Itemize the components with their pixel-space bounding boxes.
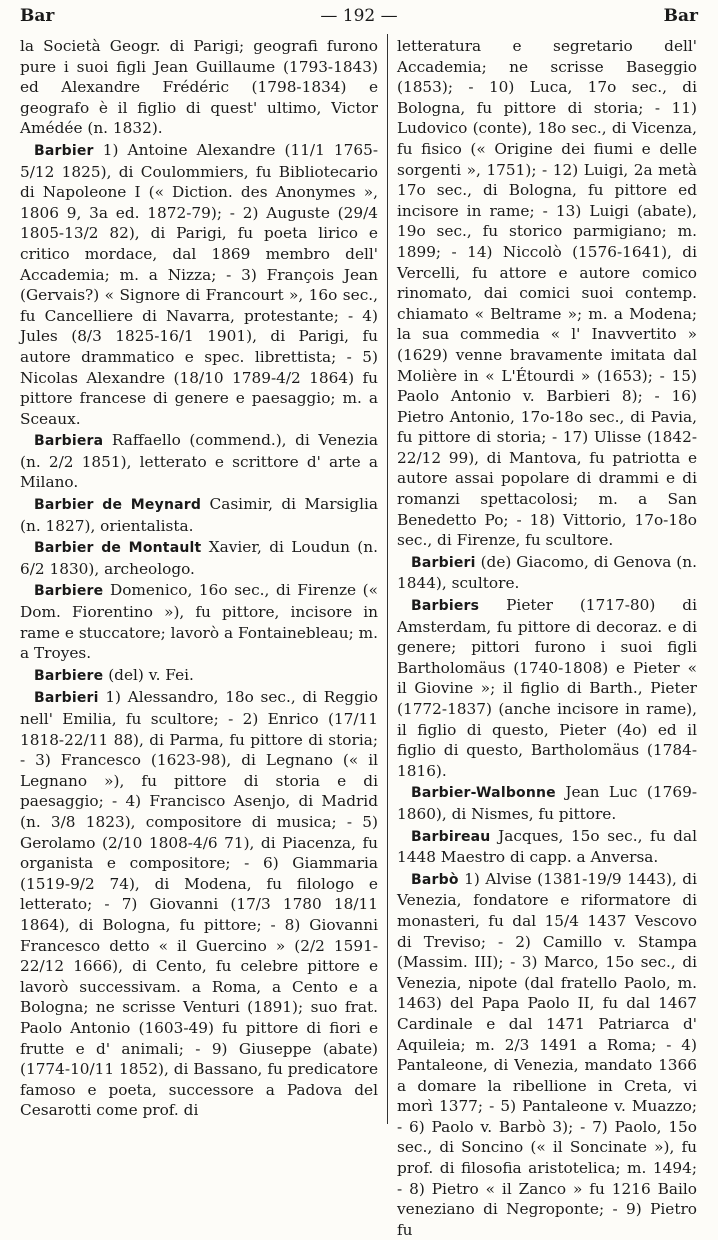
dictionary-entry: [20, 36, 378, 139]
running-header: [20, 4, 698, 28]
entry-headword: Barbieri: [34, 690, 99, 707]
entry-headword: Barbiere: [34, 667, 104, 684]
column-divider: [387, 34, 388, 1124]
dictionary-entry: [20, 494, 378, 536]
dictionary-entry: [20, 430, 378, 493]
entry-body: Raffaello (commend.), di Venezia (n. 2/2 1851), letterato e scrittore d' arte a Milano.: [20, 431, 378, 492]
entry-body: (de) Giacomo, di Genova (n. 1844), scultore.: [397, 552, 697, 593]
entry-body: (del) v. Fei.: [108, 665, 194, 684]
entry-headword: Barbieri: [411, 554, 476, 571]
dictionary-entry: [397, 595, 697, 781]
entry-body: Jean Luc (1769-1860), di Nismes, fu pittore.: [397, 783, 697, 823]
dictionary-entry: [397, 869, 697, 1240]
entry-body: Domenico, 16o sec., di Firenze (« Dom. Fiorentino »), fu pittore, incisore in rame e stuccatore; lavorò a Fontainebleau; m. a Troyes.: [20, 581, 378, 663]
header-right-word: Bar: [663, 6, 698, 26]
entry-headword: Barbier de Meynard: [34, 497, 202, 514]
dictionary-entry: [397, 36, 697, 551]
dictionary-entry: [397, 782, 697, 824]
entry-body: 1) Alessandro, 18o sec., di Reggio nell' Emilia, fu scultore; - 2) Enrico (17/11 1818-22/11 88), di Parma, fu pittore di storia; - 3) Francesco (1623-98), di Legnano (« il Legnano »), fu pittore di storia e di paesaggio; - 4) Francisco Asenjo, di Madrid (n. 3/8 1823), compositore di musica; - 5) Gerolamo (2/10 1808-4/6 71), di Piacenza, fu organista e compositore; - 6) Giammaria (1519-9/2 74), di Modena, fu filologo e letterato; - 7) Giovanni (17/3 1780 18/11 1864), di Bologna, fu pittore; - 8) Giovanni Francesco detto « il Guercino » (2/2 1591-22/12 1666), di Cento, fu celebre pittore e lavorò successivam. a Roma, a Cento e a Bologna; ne scrisse Venturi (1891); suo frat. Paolo Antonio (1603-49) fu pittore di fiori e frutte e d' animali; - 9) Giuseppe (abate) (1774-10/11 1852), di Bassano, fu predicatore famoso e poeta, successore a Padova del Cesarotti come prof. di: [20, 688, 378, 1120]
entry-body: 1) Antoine Alexandre (11/1 1765-5/12 1825), di Coulommiers, fu Bibliotecario di Napoleone I (« Diction. des Anonymes », 1806 9, 3a ed. 1872-79); - 2) Auguste (29/4 1805-13/2 82), di Parigi, fu poeta lirico e critico mordace, dal 1869 membro dell' Accademia; m. a Nizza; - 3) François Jean (Gervais?) « Signore di Francourt », 16o sec., fu Cancelliere di Navarra, protestante; - 4) Jules (8/3 1825-16/1 1901), di Parigi, fu autore drammatico e spec. librettista; - 5) Nicolas Alexandre (18/10 1789-4/2 1864) fu pittore francese di genere e paesaggio; m. a Sceaux.: [20, 140, 378, 428]
dictionary-entry: [397, 552, 697, 594]
header-left-word: Bar: [20, 6, 55, 26]
entry-headword: Barbier de Montault: [34, 540, 202, 557]
entry-headword: Barbiera: [34, 433, 104, 450]
entry-headword: Barbiere: [34, 583, 104, 600]
page-number: — 192 —: [320, 6, 398, 26]
entry-headword: Barbireau: [411, 828, 491, 845]
entry-body: 1) Alvise (1381-19/9 1443), di Venezia, fondatore e riformatore di monasteri, fu dal 15/4 1437 Vescovo di Treviso; - 2) Camillo v. Stampa (Massim. III); - 3) Marco, 15o sec., di Venezia, nipote (dal fratello Paolo, m. 1463) del Papa Paolo II, fu dal 1467 Cardinale e dal 1471 Patriarca d' Aquileia; m. 2/3 1491 a Roma; - 4) Pantaleone, di Venezia, mandato 1366 a domare la ribellione in Creta, vi morì 1377; - 5) Pantaleone v. Muazzo; - 6) Paolo v. Barbò 3); - 7) Paolo, 15o sec., di Soncino (« il Soncinate »), fu prof. di filosofia aristotelica; m. 1494; - 8) Pietro « il Zanco » fu 1216 Bailo veneziano di Negroponte; - 9) Pietro fu: [397, 869, 697, 1239]
entry-headword: Barbiers: [411, 598, 480, 615]
right-column: [397, 36, 697, 1239]
left-column: [20, 36, 378, 1126]
entry-body: letteratura e segretario dell' Accademia; ne scrisse Baseggio (1853); - 10) Luca, 17o sec., di Bologna, fu pittore di storia; - 11) Ludovico (conte), 18o sec., di Vicenza, fu fisico (« Origine dei fiumi e delle sorgenti », 1751); - 12) Luigi, 2a metà 17o sec., di Bologna, fu pittore ed incisore in rame; - 13) Luigi (abate), 19o sec., fu storico parmigiano; m. 1899; - 14) Niccolò (1576-1641), di Vercelli, fu attore e autore comico rinomato, dai comici suoi contemp. chiamato « Beltrame »; m. a Modena; la sua commedia « l' Inavvertito » (1629) venne bravamente imitata dal Molière in « L'Étourdi » (1653); - 15) Paolo Antonio v. Barbieri 8); - 16) Pietro Antonio, 17o-18o sec., di Pavia, fu pittore di storia; - 17) Ulisse (1842-22/12 99), di Mantova, fu patriotta e autore assai popolare di drammi e di romanzi spettacolosi; m. a San Benedetto Po; - 18) Vittorio, 17o-18o sec., di Firenze, fu scultore.: [397, 37, 697, 550]
entry-headword: Barbier-Walbonne: [411, 785, 556, 802]
dictionary-entry: [20, 140, 378, 429]
entry-body: Jacques, 15o sec., fu dal 1448 Maestro di capp. a Anversa.: [397, 826, 697, 867]
entry-body: la Società Geogr. di Parigi; geografi furono pure i suoi figli Jean Guillaume (1793-1843) ed Alexandre Frédéric (1798-1834) e geografo è il figlio di quest' ultimo, Victor Amédée (n. 1832).: [20, 37, 378, 138]
entry-body: Casimir, di Marsiglia (n. 1827), orientalista.: [20, 495, 378, 535]
entry-body: Pieter (1717-80) di Amsterdam, fu pittore di decoraz. e di genere; pittori furono i suoi figli Bartholomäus (1740-1808) e Pieter « il Giovine »; il figlio di Barth., Pieter (1772-1837) (anche incisore in rame), il figlio di questo, Pieter (4o) ed il figlio di questo, Bartholomäus (1784-1816).: [397, 596, 697, 780]
entry-headword: Barbò: [411, 871, 459, 888]
dictionary-entry: [20, 687, 378, 1120]
dictionary-entry: [20, 665, 378, 687]
dictionary-entry: [397, 826, 697, 868]
entry-body: Xavier, di Loudun (n. 6/2 1830), archeologo.: [20, 538, 378, 578]
dictionary-entry: [20, 537, 378, 579]
entry-headword: Barbier: [34, 142, 94, 159]
dictionary-entry: [20, 580, 378, 663]
